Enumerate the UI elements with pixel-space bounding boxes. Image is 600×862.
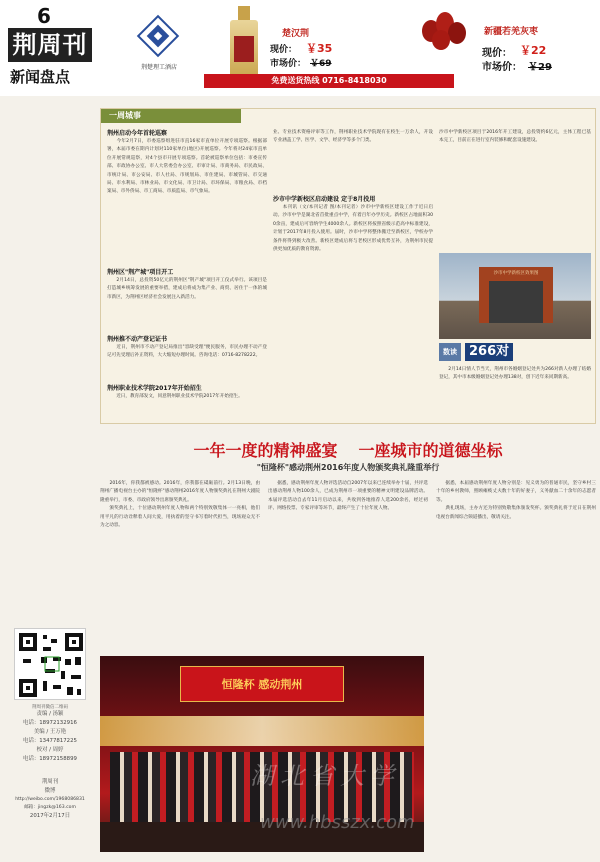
page-number: 6 bbox=[37, 4, 51, 28]
jujube-market-label: 市场价： bbox=[482, 62, 522, 73]
news-item-body: 近日，教育部发文，同意荆州职业技术学院2017年开始招生。 bbox=[107, 394, 243, 399]
stage-banner: 恒隆杯 感动荆州 bbox=[180, 666, 344, 702]
news-item-headline: 荆州启动今年首轮巡察 bbox=[107, 130, 168, 137]
credit-proof-phone: 电话：18972158899 bbox=[23, 756, 77, 762]
feature-col1: 2016年，你我都被感动。2016年，你我都在砥砺前行。2月13日晚，由荆州广播电视台主办的"恒隆杯"感动荆州2016年度人物颁奖典礼在荆州大剧院隆重举行，市委、市政府领导出席颁奖典礼。 颁奖典礼上，十位感动荆州年度人物和两个特别致敬集体一一亮相，他们用平凡的行动诠释着人间大爱，用执着的坚守书写着时代担当，现场观众无不为之动容。 bbox=[100, 481, 260, 529]
news-item-body: 今年2月7日，市委巡察组进驻市直16家市直单位开展专项巡察。根据部署，本届市委在期内计划对110家单位(地区)开展巡察。今年将对24家市直单位开展常规巡察，对4个县市开展专项巡察。首轮被巡察单位包括：市委宣传部、市政协办公室、市人大常委会办公室、市审计局、市商务局、市民政局、市统计局、市公安局、市人社局、市规划局、市住建局、市城管局、市交通局、市水利局、市林业局、市文化局、市卫计局、市环保局、市粮食局、市档案局、市外侨局、市工商局、市质监局、市气象局。 bbox=[107, 139, 267, 195]
hotel-name: 荆楚理工酒店 bbox=[140, 64, 177, 71]
qr-code-icon bbox=[15, 629, 87, 701]
liquor-market-price: ￥69 bbox=[310, 59, 332, 69]
liquor-market-label: 市场价： bbox=[270, 59, 307, 69]
news-item-body: 沙市中学新校区项目于2016年开工建设，总投资约6亿元，主体工程已基本完工，目前正在进行室内装修和配套设施建设。 bbox=[439, 130, 591, 144]
qr-code[interactable] bbox=[14, 628, 86, 700]
liquor-price-label: 现价： bbox=[270, 45, 298, 55]
jujube-price-label: 现价： bbox=[482, 48, 512, 59]
jujube-image bbox=[418, 6, 474, 52]
feature-title-right: 一座城市的道德坐标 bbox=[358, 441, 503, 460]
news-item-body: 2月14日，总投资50亿元的荆州区"荆产城"项目开工仪式举行。该项目是打造城乡统筹发展的重要举措，建成后将成为集产业、商贸、居住于一体的城市新区，为荆州区经济社会发展注入新活力。 bbox=[107, 278, 267, 300]
news-item-body: 业、专业技术资格评审等工作，荆州职业技术学院现有在校生一万余人，开设专业涵盖工学、医学、文学、经济学等多个门类。 bbox=[273, 130, 433, 144]
masthead bbox=[0, 0, 600, 96]
jujube-title: 新疆若羌灰枣 bbox=[484, 27, 539, 37]
credit-weibo-url[interactable]: http://weibo.com/1968086831 bbox=[15, 797, 85, 802]
stat-label: 数读 bbox=[439, 343, 461, 361]
credit-designer-phone: 电话：13477817225 bbox=[23, 738, 77, 744]
ad-banner bbox=[100, 2, 598, 90]
liquor-title: 楚汉荆 bbox=[282, 29, 310, 39]
credit-editor-phone: 电话：18972132916 bbox=[23, 720, 77, 726]
credit-proof: 校对 / 周婷 bbox=[36, 747, 64, 753]
credit-email[interactable]: 邮箱：jingzk@163.com bbox=[24, 805, 76, 810]
stat-text: 2月14日情人节当天，荆州市各婚姻登记处共为266对新人办理了结婚登记，其中市本级婚姻登记处办理138对，创下近年来同期新高。 bbox=[439, 367, 591, 381]
credit-brand: 荆周刊 bbox=[41, 779, 59, 785]
section-name: 新闻盘点 bbox=[10, 68, 71, 86]
roundup-banner: 一周城事 bbox=[101, 109, 241, 123]
issue-date: 2017年2月17日 bbox=[29, 813, 71, 819]
news-item-body: 近日，荆州市不动产登记局推出"容缺受理"便民服务，市民办理不动产登记可先受理后补正资料，大大缩短办理时间。咨询电话：0716-8278222。 bbox=[107, 345, 267, 359]
sidebar bbox=[0, 620, 98, 860]
news-item-headline: 荆州区"荆产城"项目开工 bbox=[107, 269, 174, 276]
feature-title-left: 一年一度的精神盛宴 bbox=[193, 441, 338, 460]
news-item-headline: 沙市中学新校区启动建设 定于8月投用 bbox=[273, 196, 376, 203]
photo-caption: 沙市中学新校区效果图 bbox=[493, 271, 539, 276]
school-photo bbox=[439, 253, 591, 339]
credit-weibo: 微博 bbox=[44, 788, 56, 794]
paper-name: 荆周刊 bbox=[8, 28, 92, 62]
news-item-headline: 荆州推不动产登记证书 bbox=[107, 336, 168, 343]
feature-col3: 据悉，本届感动荆州年度人物分别是：见义勇为的普通市民，坚守乡村三十年的乡村教师，照顾瘫痪丈夫数十年的好妻子，义务献血二十余年的志愿者等。 典礼现场，主办方还为特别致敬集体颁发奖杯。颁奖典礼将于近日在荆州电视台新闻综合频道播出，敬请关注。 bbox=[436, 481, 596, 520]
feature-col2: 据悉，感动荆州年度人物评选活动自2007年以来已连续举办十届，共评选出感动荆州人物100余人，已成为荆州市一项重要的精神文明建设品牌活动。本届评选活动自去年11月启动以来，共收到各地推荐人选200余名，经过初评、网络投票、专家评审等环节，最终产生了十位年度人物。 bbox=[268, 481, 428, 512]
credit-designer: 美编 / 王万艳 bbox=[33, 729, 67, 735]
roundup-col2 bbox=[273, 129, 433, 421]
qr-label: 荆周刊微信二维码 bbox=[32, 705, 68, 710]
feature-title bbox=[100, 438, 596, 461]
jujube-price: ￥22 bbox=[520, 44, 547, 57]
ad-hotline: 免费送货热线 0716-8418030 bbox=[204, 74, 454, 88]
news-item-headline: 荆州职业技术学院2017年开始招生 bbox=[107, 385, 202, 392]
credits bbox=[4, 710, 96, 821]
liquor-bottle-image bbox=[226, 6, 262, 82]
news-item-body: 本刊讯（文/本刊记者 图/本刊记者）沙市中学新校区建设工作于近日启动。沙市中学是湖北省首批重点中学，有着百年办学历史。新校区占地面积300余亩，建成后可容纳学生4000余人。新校区将按照省级示范高中标准建设，计划于2017年8月投入使用。届时，沙市中学将整体搬迁至新校区，学校办学条件将得到极大改善。新校区建成后将与老校区形成优势互补，为荆州市民提供更加优质的教育资源。 bbox=[273, 205, 433, 253]
credit-editor: 责编 / 汤颖 bbox=[36, 711, 64, 717]
roundup-col1 bbox=[107, 129, 267, 421]
stat-number: 266对 bbox=[465, 343, 513, 361]
jujube-market-price: ￥29 bbox=[528, 62, 552, 73]
liquor-price: ￥35 bbox=[306, 42, 333, 55]
hotel-logo bbox=[114, 14, 204, 74]
feature-section bbox=[100, 428, 596, 858]
watermark-text: 湖北省大学 bbox=[250, 762, 400, 790]
watermark-url: www.hbsszx.com bbox=[260, 812, 415, 833]
roundup-col3 bbox=[439, 129, 591, 421]
diamond-logo-icon bbox=[136, 14, 180, 58]
roundup-section bbox=[100, 108, 596, 424]
feature-subtitle: "恒隆杯"感动荆州2016年度人物颁奖典礼隆重举行 bbox=[256, 463, 440, 472]
